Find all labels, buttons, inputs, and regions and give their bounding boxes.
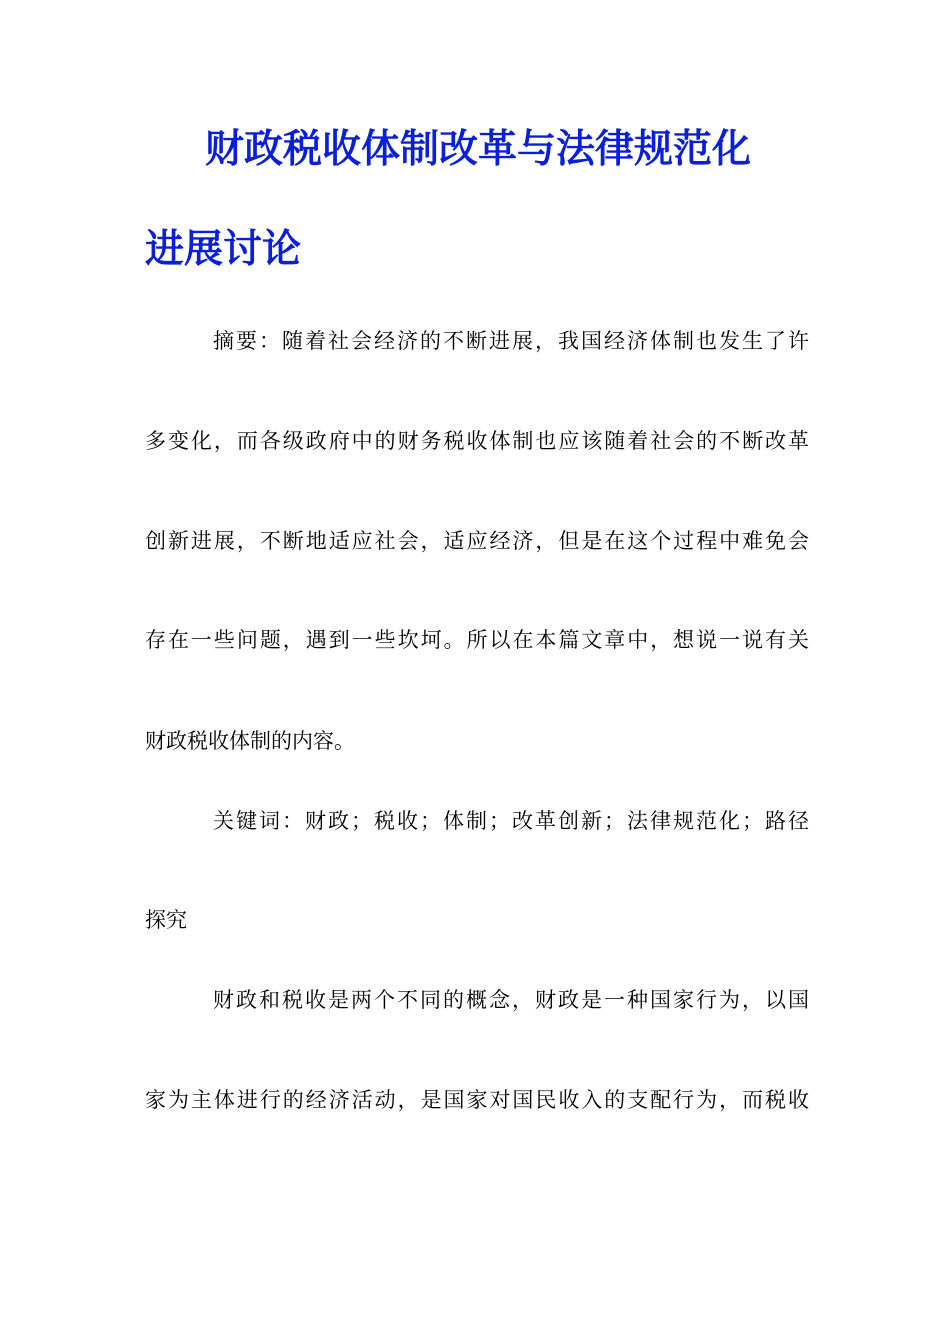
body-line-1: 财政和税收是两个不同的概念，财政是一种国家行为，以国: [213, 988, 809, 1012]
document-title-line-1: 财政税收体制改革与法律规范化: [205, 127, 752, 172]
keywords-line-1: 关键词：财政；税收；体制；改革创新；法律规范化；路径: [213, 809, 809, 833]
abstract-line-3: 创新进展，不断地适应社会，适应经济，但是在这个过程中难免会: [145, 529, 809, 553]
abstract-line-4: 存在一些问题，遇到一些坎坷。所以在本篇文章中，想说一说有关: [145, 628, 809, 652]
document-title-line-2: 进展讨论: [145, 227, 302, 272]
abstract-line-5: 财政税收体制的内容。: [145, 729, 355, 753]
abstract-line-1: 摘要：随着社会经济的不断进展，我国经济体制也发生了许: [213, 329, 809, 353]
keywords-line-2: 探究: [145, 908, 187, 932]
abstract-line-2: 多变化，而各级政府中的财务税收体制也应该随着社会的不断改革: [145, 429, 809, 453]
body-line-2: 家为主体进行的经济活动，是国家对国民收入的支配行为，而税收: [145, 1088, 809, 1112]
